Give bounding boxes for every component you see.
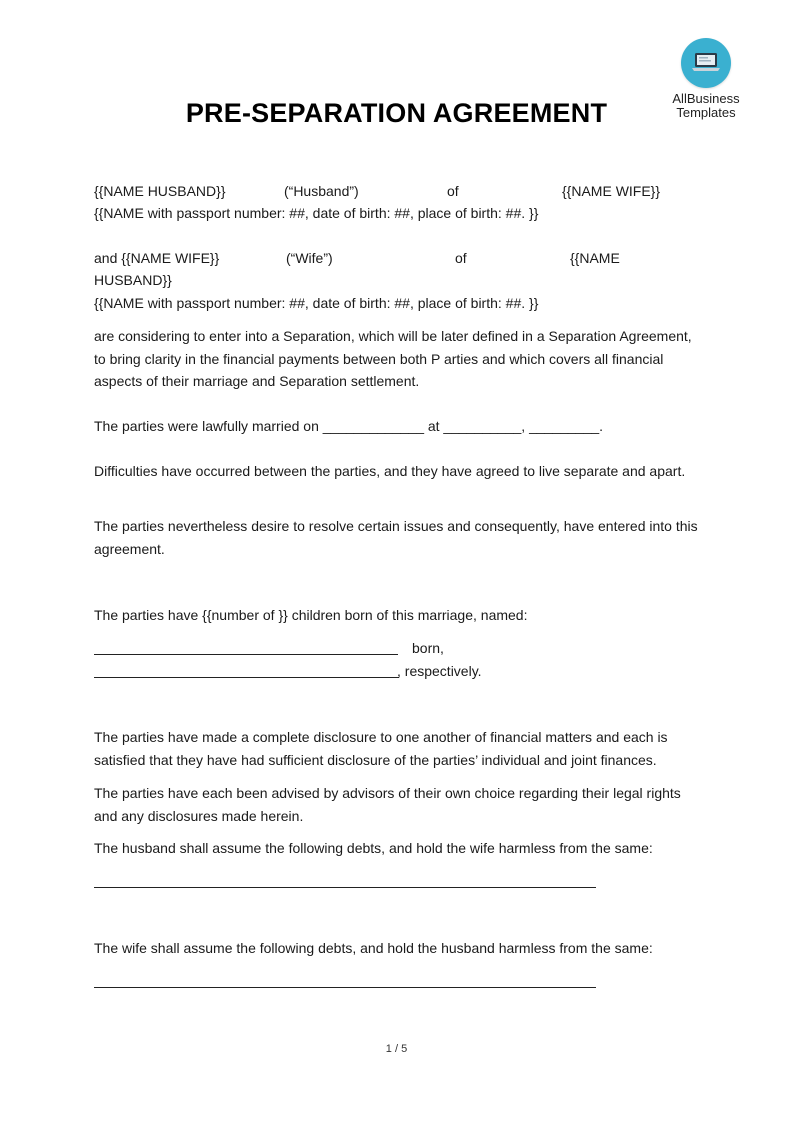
party1-role: (“Husband”) [284, 183, 359, 199]
party2-name: and {{NAME WIFE}} [94, 250, 220, 266]
page-number: 1 / 5 [385, 1043, 408, 1055]
paragraph-husband-debts: The husband shall assume the following debts, and hold the wife harmless from the same: [94, 840, 653, 856]
party2-role: (“Wife”) [286, 250, 333, 266]
child-name-line-1 [94, 654, 398, 655]
party2-details: {{NAME with passport number: ##, date of birth: ##, place of birth: ##. }} [94, 295, 539, 311]
wife-debts-line [94, 987, 596, 988]
paragraph-advised: The parties have each been advised by advisors of their own choice regarding their legal rights and any disclosures made herein. [94, 785, 681, 824]
party1-details: {{NAME with passport number: ##, date of birth: ##, place of birth: ##. }} [94, 205, 539, 221]
paragraph-children: The parties have {{number of }} children born of this marriage, named: [94, 607, 528, 623]
party1-of: of [447, 183, 459, 199]
logo-badge [681, 38, 731, 88]
document-title: PRE-SEPARATION AGREEMENT [185, 98, 608, 128]
child-name-line-2 [94, 677, 399, 678]
party2-spouse-line1: {{NAME [570, 250, 620, 266]
paragraph-considering: are considering to enter into a Separation, which will be later defined in a Separation Agreement, to bring clarity in the financial payments between both P arties and which covers all financial aspects of their marriage and Separation settlement. [94, 328, 692, 389]
paragraph-disclosure: The parties have made a complete disclosure to one another of financial matters and each is satisfied that they have had sufficient disclosure of the parties’ individual and joint finances. [94, 729, 668, 768]
logo-text-line2: Templates [676, 105, 736, 120]
logo-text-line1: AllBusiness [672, 91, 740, 106]
paragraph-wife-debts: The wife shall assume the following debts, and hold the husband harmless from the same: [94, 940, 653, 956]
paragraph-difficulties: Difficulties have occurred between the parties, and they have agreed to live separate and apart. [94, 463, 686, 479]
party2-spouse-line2: HUSBAND}} [94, 272, 172, 288]
husband-debts-line [94, 887, 596, 888]
party1-name: {{NAME HUSBAND}} [94, 183, 226, 199]
paragraph-resolve: The parties nevertheless desire to resolve certain issues and consequently, have entered into this agreement. [94, 518, 698, 557]
child-born-label: born, [412, 640, 444, 656]
laptop-icon [692, 52, 720, 74]
party2-of: of [455, 250, 467, 266]
party1-spouse: {{NAME WIFE}} [562, 183, 661, 199]
child-respectively-label: , respectively. [397, 663, 482, 679]
paragraph-married: The parties were lawfully married on _____________ at __________, _________. [94, 418, 604, 434]
